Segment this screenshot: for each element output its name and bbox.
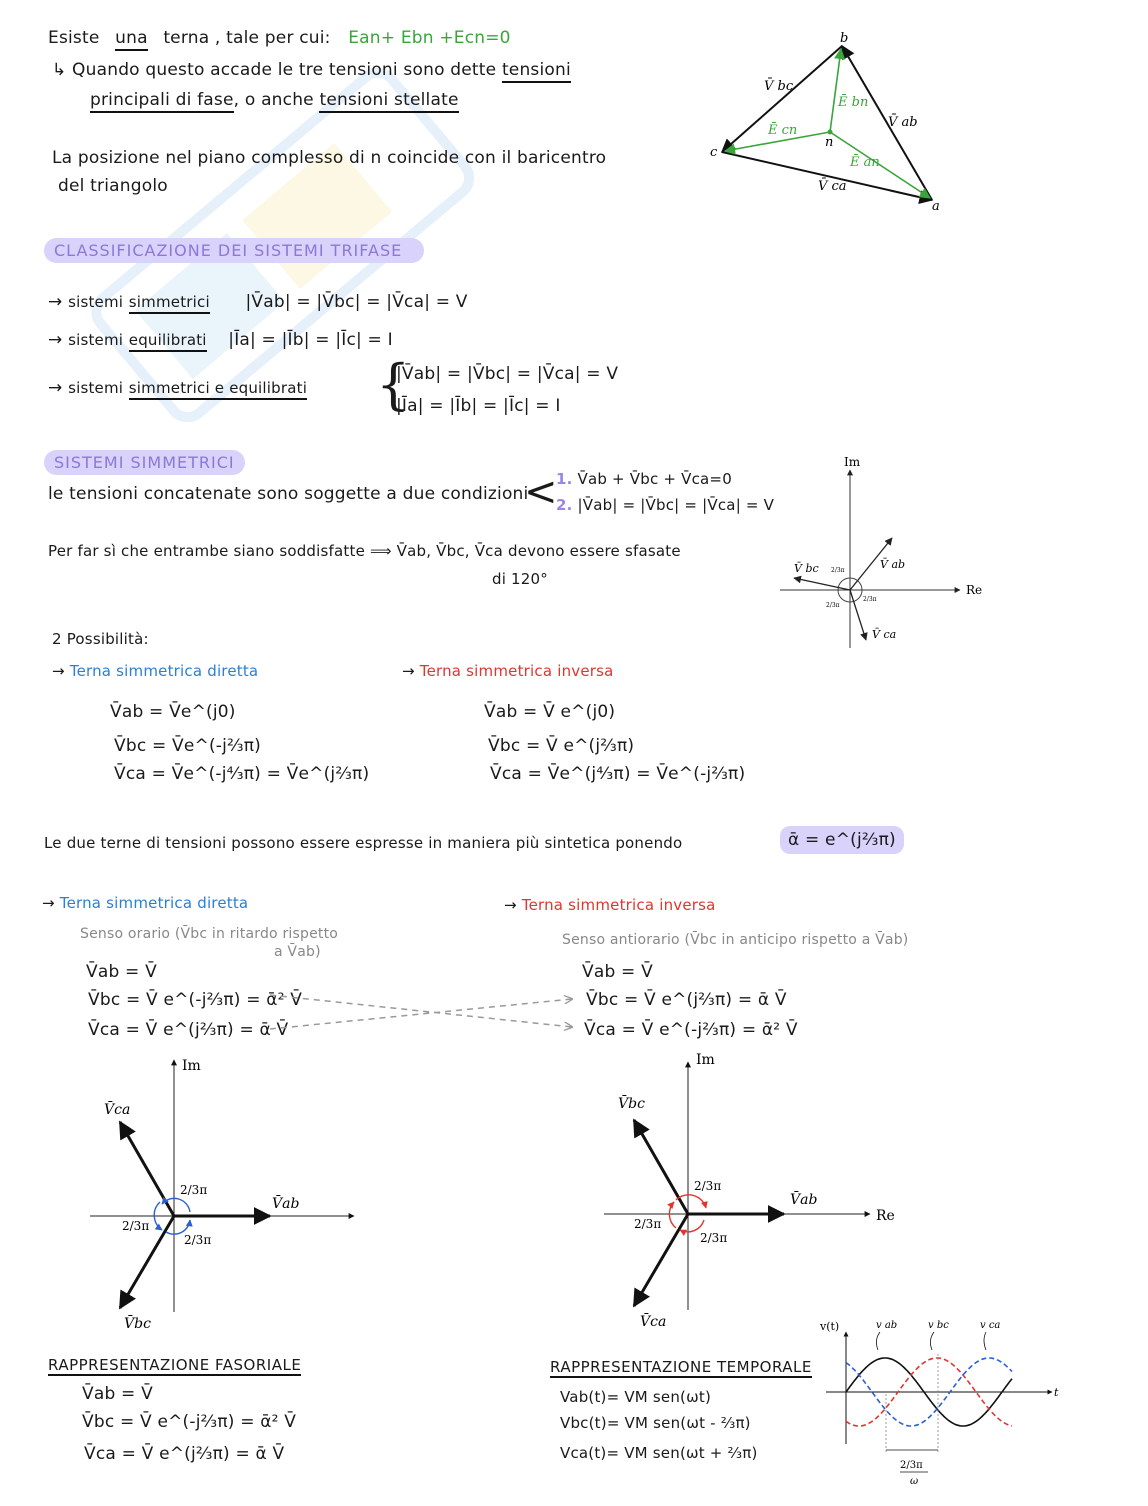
brace-simm-equil: { bbox=[376, 353, 411, 416]
diretta-title-1: → Terna simmetrica diretta bbox=[52, 662, 259, 680]
label-n: n bbox=[825, 135, 834, 150]
diretta-eq-3: V̄ca = V̄e^(-j⁴⁄₃π) = V̄e^(j⅔π) bbox=[114, 764, 370, 784]
vbc-label: V̄bc bbox=[124, 1316, 151, 1332]
vbc-label: v bc bbox=[928, 1320, 949, 1331]
class-item-simm-equil: → sistemi simmetrici e equilibrati bbox=[48, 378, 308, 398]
angle-label-1: 2/3π bbox=[180, 1183, 208, 1197]
period-numerator: 2/3π bbox=[900, 1460, 923, 1471]
diretta-title-2: → Terna simmetrica diretta bbox=[42, 894, 249, 912]
xlabel: t bbox=[1054, 1386, 1059, 1399]
intro-line-5: del triangolo bbox=[58, 176, 168, 196]
vbc-vector bbox=[634, 1120, 688, 1214]
label-a: a bbox=[932, 199, 940, 214]
class-formula-v: |V̄ab| = |V̄bc| = |V̄ca| = V bbox=[396, 364, 619, 384]
ebn-vector bbox=[830, 49, 841, 132]
angle-label-2: 2/3π bbox=[863, 596, 877, 603]
section-title-classificazione: CLASSIFICAZIONE DEI SISTEMI TRIFASE bbox=[44, 238, 424, 263]
waveform-plot bbox=[816, 1314, 1066, 1494]
intro-line-3: principali di fase, o anche tensioni stellate bbox=[90, 90, 459, 110]
intro-line-1: Esiste una terna , tale per cui: Ean+ Ebn +Ecn=0 bbox=[48, 28, 511, 48]
period-denominator: ω bbox=[910, 1476, 919, 1487]
re-label: Re bbox=[966, 583, 983, 597]
vbc-label: V̄bc bbox=[618, 1096, 645, 1112]
possibilita-title: 2 Possibilità: bbox=[52, 630, 149, 648]
diretta2-eq-1: V̄ab = V̄ bbox=[86, 962, 157, 982]
im-label: Im bbox=[844, 455, 861, 469]
label-c: c bbox=[710, 145, 718, 160]
inversa-title-2: → Terna simmetrica inversa bbox=[504, 896, 716, 914]
condition-2: 2. |V̄ab| = |V̄bc| = |V̄ca| = V bbox=[556, 496, 775, 514]
phasor-diagram-small bbox=[776, 452, 996, 662]
intro-line-2: ↳ Quando questo accade le tre tensioni sono dette tensioni bbox=[52, 60, 571, 80]
inversa-eq-1: V̄ab = V̄ e^(j0) bbox=[484, 702, 616, 722]
temporale-eq-2: Vbc(t)= VM sen(ωt - ⅔π) bbox=[560, 1414, 751, 1432]
rotation-arc-left bbox=[669, 1202, 676, 1228]
vab-label: v ab bbox=[876, 1320, 898, 1331]
vca-label: V̄ca bbox=[104, 1102, 131, 1118]
vca-vector bbox=[120, 1122, 174, 1216]
vca-label: V̄ca bbox=[640, 1314, 667, 1330]
condition-1: 1. V̄ab + V̄bc + V̄ca=0 bbox=[556, 470, 732, 488]
angle-label-1: 2/3π bbox=[831, 567, 845, 574]
ean-ebn-ecn-equation: Ean+ Ebn +Ecn=0 bbox=[348, 28, 511, 48]
ylabel: v(t) bbox=[820, 1320, 840, 1333]
triangle-diagram bbox=[700, 28, 960, 218]
simmetrici-line-2: Per far sì che entrambe siano soddisfatte ⟹ V̄ab, V̄bc, V̄ca devono essere sfasate bbox=[48, 542, 681, 560]
angle-label-3: 2/3π bbox=[184, 1233, 212, 1247]
inversa2-eq-1: V̄ab = V̄ bbox=[582, 962, 653, 982]
angle-label-3: 2/3π bbox=[700, 1231, 728, 1245]
simmetrici-line-1: le tensioni concatenate sono soggette a due condizioni bbox=[48, 484, 529, 504]
vca-label: v ca bbox=[980, 1320, 1001, 1331]
vab-label: V̄ab bbox=[790, 1192, 818, 1208]
vbc-phasor bbox=[794, 578, 850, 590]
inversa-eq-3: V̄ca = V̄e^(j⁴⁄₃π) = V̄e^(-j⅔π) bbox=[490, 764, 746, 784]
fasoriale-title: RAPPRESENTAZIONE FASORIALE bbox=[48, 1356, 302, 1374]
inversa2-eq-2: V̄bc = V̄ e^(j⅔π) = ᾱ V̄ bbox=[586, 990, 787, 1010]
section-title-simmetrici: SISTEMI SIMMETRICI bbox=[44, 450, 245, 475]
diretta2-eq-3: V̄ca = V̄ e^(j⅔π) = ᾱ V̄ bbox=[88, 1020, 289, 1040]
angle-bracket: < bbox=[524, 469, 558, 515]
label-vca: V̄ ca bbox=[818, 179, 847, 194]
angle-label-3: 2/3π bbox=[826, 602, 840, 609]
fasoriale-eq-3: V̄ca = V̄ e^(j⅔π) = ᾱ V̄ bbox=[84, 1444, 285, 1464]
alpha-line: Le due terne di tensioni possono essere espresse in maniera più sintetica ponendo bbox=[44, 834, 683, 852]
temporale-eq-1: Vab(t)= VM sen(ωt) bbox=[560, 1388, 711, 1406]
fasoriale-eq-1: V̄ab = V̄ bbox=[82, 1384, 153, 1404]
label-ecn: Ē cn bbox=[768, 123, 798, 138]
angle-label-2: 2/3π bbox=[634, 1217, 662, 1231]
inversa-sub: Senso antiorario (V̄bc in anticipo rispetto a V̄ab) bbox=[562, 932, 909, 948]
diretta2-eq-2: V̄bc = V̄ e^(-j⅔π) = ᾱ² V̄ bbox=[88, 990, 303, 1010]
label-ebn: Ē bn bbox=[838, 95, 869, 110]
class-item-equilibrati: → sistemi equilibrati |Īa| = |Īb| = |Īc| = I bbox=[48, 330, 393, 350]
node-n bbox=[828, 130, 833, 135]
phasor-diagram-diretta bbox=[86, 1052, 366, 1342]
fasoriale-eq-2: V̄bc = V̄ e^(-j⅔π) = ᾱ² V̄ bbox=[82, 1412, 297, 1432]
im-label: Im bbox=[182, 1058, 201, 1074]
angle-label-1: 2/3π bbox=[694, 1179, 722, 1193]
class-item-simmetrici: → sistemi simmetrici |V̄ab| = |V̄bc| = |V̄ca| = V bbox=[48, 292, 468, 312]
diretta-eq-2: V̄bc = V̄e^(-j⅔π) bbox=[114, 736, 261, 756]
alpha-definition: ᾱ = e^(j⅔π) bbox=[780, 826, 904, 854]
inversa2-eq-3: V̄ca = V̄ e^(-j⅔π) = ᾱ² V̄ bbox=[584, 1020, 798, 1040]
temporale-eq-3: Vca(t)= VM sen(ωt + ⅔π) bbox=[560, 1444, 758, 1462]
phasor-diagram-inversa bbox=[600, 1048, 910, 1338]
label-ean: Ē an bbox=[850, 155, 880, 170]
dashed-cross-arrows bbox=[264, 985, 584, 1035]
vab-label: V̄ ab bbox=[880, 558, 906, 571]
label-vab: V̄ ab bbox=[888, 115, 918, 130]
label-b: b bbox=[840, 31, 849, 46]
vab-label: V̄ab bbox=[272, 1196, 300, 1212]
vab-side bbox=[842, 46, 932, 200]
temporale-title: RAPPRESENTAZIONE TEMPORALE bbox=[550, 1358, 812, 1376]
inversa-eq-2: V̄bc = V̄ e^(j⅔π) bbox=[488, 736, 635, 756]
label-vbc: V̄ bc bbox=[764, 79, 794, 94]
angle-label-2: 2/3π bbox=[122, 1219, 150, 1233]
re-label: Re bbox=[876, 1208, 895, 1224]
simmetrici-line-2b: di 120° bbox=[492, 570, 548, 588]
class-formula-i: |Īa| = |Īb| = |Īc| = I bbox=[396, 396, 561, 416]
vca-label: V̄ ca bbox=[872, 628, 897, 641]
diretta-sub-1: Senso orario (V̄bc in ritardo rispetto bbox=[80, 926, 339, 942]
diretta-eq-1: V̄ab = V̄e^(j0) bbox=[110, 702, 236, 722]
diretta-sub-2: a V̄ab) bbox=[274, 944, 321, 960]
im-label: Im bbox=[696, 1052, 715, 1068]
intro-line-4: La posizione nel piano complesso di n coincide con il baricentro bbox=[52, 148, 607, 168]
inversa-title-1: → Terna simmetrica inversa bbox=[402, 662, 614, 680]
vbc-label: V̄ bc bbox=[794, 562, 819, 575]
